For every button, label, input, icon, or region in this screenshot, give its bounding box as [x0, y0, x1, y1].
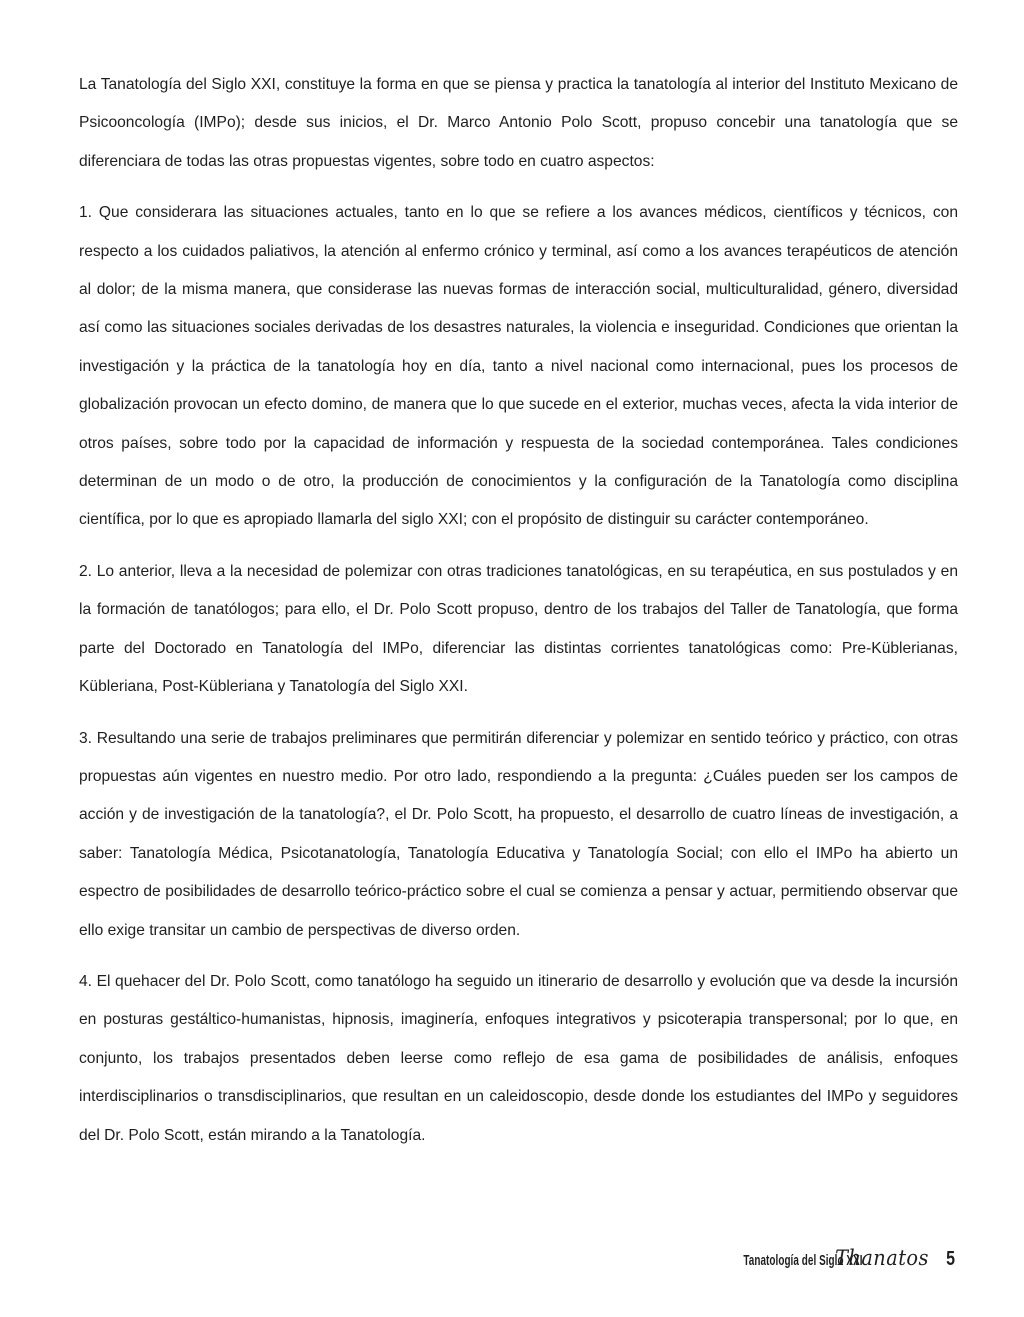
running-title: Tanatología del Siglo XXI	[743, 1252, 863, 1269]
point-1-paragraph: 1. Que considerara las situaciones actuales, tanto en lo que se refiere a los avances médicos, científicos y técnicos, con respecto a los cuidados paliativos, la atención al enfermo crónico y terminal, así como a los avances terapéuticos de atención al dolor; de la misma manera, que considerase las nuevas formas de interacción social, multiculturalidad, género, diversidad así como las situaciones sociales derivadas de los desastres naturales, la violencia e inseguridad. Condiciones que orientan la investigación y la práctica de la tanatología hoy en día, tanto a nivel nacional como internacional, pues los procesos de globalización provocan un efecto domino, de manera que lo que sucede en el exterior, muchas veces, afecta la vida interior de otros países, sobre todo por la capacidad de información y respuesta de la sociedad contemporánea. Tales condiciones determinan de un modo o de otro, la producción de conocimientos y la configuración de la Tanatología como disciplina científica, por lo que es apropiado llamarla del siglo XXI; con el propósito de distinguir su carácter contemporáneo.	[79, 204, 958, 529]
intro-paragraph: La Tanatología del Siglo XXI, constituye la forma en que se piensa y practica la tanatología al interior del Instituto Mexicano de Psicooncología (IMPo); desde sus inicios, el Dr. Marco Antonio Polo Scott, propuso concebir una tanatología que se diferenciara de todas las otras propuestas vigentes, sobre todo en cuatro aspectos:	[79, 76, 958, 170]
article-body	[79, 66, 958, 1168]
journal-logo: Thanatos	[834, 1246, 929, 1270]
page-number: 5	[945, 1248, 955, 1270]
point-4-paragraph: 4. El quehacer del Dr. Polo Scott, como tanatólogo ha seguido un itinerario de desarrollo y evolución que va desde la incursión en posturas gestáltico-humanistas, hipnosis, imaginería, enfoques integrativos y psicoterapia transpersonal; por lo que, en conjunto, los trabajos presentados deben leerse como reflejo de esa gama de posibilidades de análisis, enfoques interdisciplinarios o transdisciplinarios, que resultan en un caleidoscopio, desde donde los estudiantes del IMPo y seguidores del Dr. Polo Scott, están mirando a la Tanatología.	[79, 972, 958, 1144]
point-3-paragraph: 3. Resultando una serie de trabajos preliminares que permitirán diferenciar y polemizar en sentido teórico y práctico, con otras propuestas aún vigentes en nuestro medio. Por otro lado, respondiendo a la pregunta: ¿Cuáles pueden ser los campos de acción y de investigación de la tanatología?, el Dr. Polo Scott, ha propuesto, el desarrollo de cuatro líneas de investigación, a saber: Tanatología Médica, Psicotanatología, Tanatología Educativa y Tanatología Social; con ello el IMPo ha abierto un espectro de posibilidades de desarrollo teórico-práctico sobre el cual se comienza a pensar y actuar, permitiendo observar que ello exige transitar un cambio de perspectivas de diverso orden.	[79, 729, 958, 939]
page-footer	[682, 1246, 956, 1274]
point-2-paragraph: 2. Lo anterior, lleva a la necesidad de polemizar con otras tradiciones tanatológicas, en su terapéutica, en sus postulados y en la formación de tanatólogos; para ello, el Dr. Polo Scott propuso, dentro de los trabajos del Taller de Tanatología, que forma parte del Doctorado en Tanatología del IMPo, diferenciar las distintas corrientes tanatológicas como: Pre-Küblerianas, Kübleriana, Post-Kübleriana y Tanatología del Siglo XXI.	[79, 562, 958, 696]
